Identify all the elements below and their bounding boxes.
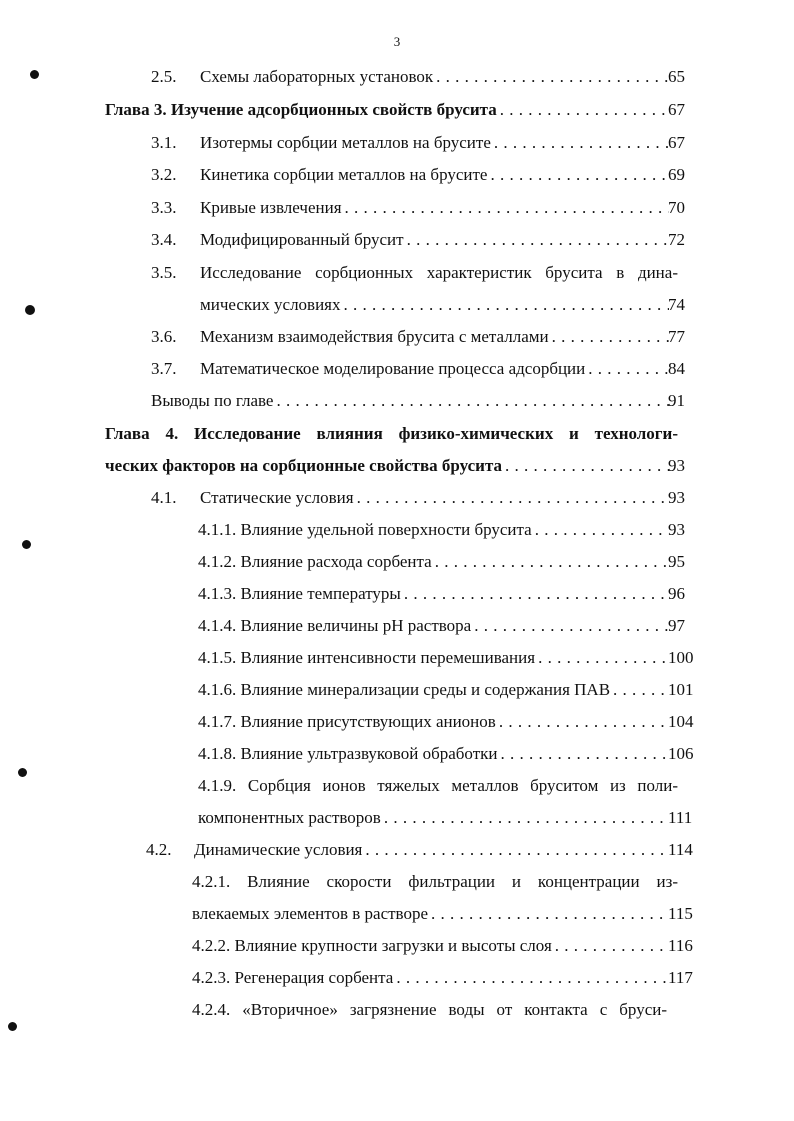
toc-title-line-2: влекаемых элементов в растворе (192, 904, 429, 923)
toc-title-line-2: мических условиях (200, 295, 341, 314)
toc-entry-4-2-1-line-1: 4.2.1. Влияние скорости фильтрации и концентрации из- (192, 872, 678, 891)
toc-entry-3-7 (151, 358, 669, 380)
toc-title-line-2: компонентных растворов (198, 808, 381, 827)
toc-page: 106 (668, 744, 694, 763)
toc-page: 67 (668, 100, 685, 119)
toc-entry-4-2-4-line-1: 4.2.4. «Вторичное» загрязнение воды от контакта с бруси- (192, 1000, 667, 1019)
toc-title: Кривые извлечения (200, 198, 342, 217)
dot-leader (500, 99, 669, 121)
dot-leader (396, 967, 669, 989)
toc-title: Глава 3. Изучение адсорбционных свойств брусита (105, 100, 497, 119)
toc-entry-4-1-4 (198, 615, 669, 637)
toc-title: Изотермы сорбции металлов на брусите (200, 133, 491, 152)
toc-page: 93 (668, 520, 685, 539)
toc-title: 4.1.3. Влияние температуры (198, 584, 401, 603)
toc-title: Динамические условия (194, 840, 363, 859)
toc-page: 104 (668, 712, 694, 731)
toc-entry-3-1 (151, 132, 669, 154)
toc-title: 4.2.2. Влияние крупности загрузки и высоты слоя (192, 936, 552, 955)
dot-leader (588, 358, 669, 380)
dot-leader (499, 711, 669, 733)
toc-title: Статические условия (200, 488, 354, 507)
toc-page: 65 (668, 67, 685, 86)
toc-number: 3.4. (151, 230, 177, 249)
toc-chapter-4-line-1: Глава 4. Исследование влияния физико-химических и технологи- (105, 424, 678, 443)
toc-entry-4-1-9 (198, 807, 669, 829)
toc-page: 93 (668, 456, 685, 475)
dot-leader (505, 455, 669, 477)
toc-page: 96 (668, 584, 685, 603)
toc-title: 4.1.5. Влияние интенсивности перемешивания (198, 648, 536, 667)
toc-entry-3-4 (151, 229, 669, 251)
toc-entry-4-1-8 (198, 743, 669, 765)
dot-leader (538, 647, 669, 669)
toc-entry-4-1-1 (198, 519, 669, 541)
toc-entry-3-5 (151, 262, 200, 284)
dot-leader (500, 743, 669, 765)
toc-title: Математическое моделирование процесса адсорбции (200, 359, 586, 378)
dot-leader (276, 390, 669, 412)
toc-page: 84 (668, 359, 685, 378)
toc-page: 70 (668, 198, 685, 217)
toc-page: 97 (668, 616, 685, 635)
toc-page: 77 (668, 327, 685, 346)
toc-entry-4-1-2 (198, 551, 669, 573)
toc-title: 4.1.8. Влияние ультразвуковой обработки (198, 744, 498, 763)
dot-leader (344, 294, 670, 316)
toc-chapter-3 (105, 99, 669, 121)
toc-number: 3.6. (151, 327, 177, 346)
punch-hole-4 (18, 768, 27, 777)
dot-leader (357, 487, 669, 509)
punch-hole-3 (22, 540, 31, 549)
toc-page: 74 (668, 295, 685, 314)
toc-page: 116 (668, 936, 693, 955)
toc-entry-4-2 (146, 839, 669, 861)
toc-number: 3.1. (151, 133, 177, 152)
toc-page: 115 (668, 904, 693, 923)
toc-page: 101 (668, 680, 694, 699)
toc-title: Выводы по главе (151, 391, 274, 410)
punch-hole-2 (25, 305, 35, 315)
toc-page: 95 (668, 552, 685, 571)
toc-number: 2.5. (151, 67, 177, 86)
toc-number: 4.2. (146, 840, 172, 859)
dot-leader (555, 935, 669, 957)
toc-entry-3-5-cont (200, 294, 669, 316)
toc-title: Схемы лабораторных установок (200, 67, 434, 86)
dot-leader (552, 326, 669, 348)
dot-leader (613, 679, 669, 701)
toc-title: 4.2.3. Регенерация сорбента (192, 968, 394, 987)
dot-leader (345, 197, 669, 219)
toc-page: 100 (668, 648, 694, 667)
toc-page: 117 (668, 968, 693, 987)
toc-title: 4.1.1. Влияние удельной поверхности брусита (198, 520, 532, 539)
dot-leader (431, 903, 669, 925)
page-number: 3 (393, 34, 401, 49)
dot-leader (490, 164, 669, 186)
toc-title: 4.1.7. Влияние присутствующих анионов (198, 712, 496, 731)
dot-leader (404, 583, 669, 605)
toc-title: Механизм взаимодействия брусита с металлами (200, 327, 549, 346)
toc-title: Модифицированный брусит (200, 230, 404, 249)
toc-title-line-1: Исследование сорбционных характеристик брусита в дина- (200, 263, 678, 282)
toc-entry-4-2-3 (192, 967, 669, 989)
toc-number: 4.1. (151, 488, 177, 507)
toc-entry-3-6 (151, 326, 669, 348)
toc-number: 3.5. (151, 263, 177, 282)
toc-title: Кинетика сорбции металлов на брусите (200, 165, 488, 184)
toc-title: 4.1.6. Влияние минерализации среды и содержания ПАВ (198, 680, 611, 699)
toc-number: 3.2. (151, 165, 177, 184)
punch-hole-5 (8, 1022, 17, 1031)
toc-title: 4.1.2. Влияние расхода сорбента (198, 552, 432, 571)
toc-number: 3.3. (151, 198, 177, 217)
dot-leader (365, 839, 669, 861)
toc-entry-3-3 (151, 197, 669, 219)
dot-leader (535, 519, 669, 541)
dot-leader (407, 229, 669, 251)
toc-title: 4.1.4. Влияние величины pH раствора (198, 616, 472, 635)
toc-entry-3-2 (151, 164, 669, 186)
toc-entry-4-1 (151, 487, 669, 509)
toc-title-line-2: ческих факторов на сорбционные свойства брусита (105, 456, 503, 475)
toc-entry-4-1-7 (198, 711, 669, 733)
toc-page: 67 (668, 133, 685, 152)
toc-entry-4-2-2 (192, 935, 669, 957)
toc-entry-4-2-1 (192, 903, 669, 925)
toc-entry-2-5 (151, 66, 669, 88)
toc-chapter-4 (105, 455, 669, 477)
dot-leader (494, 132, 669, 154)
toc-page: 93 (668, 488, 685, 507)
toc-entry-4-1-5 (198, 647, 669, 669)
toc-entry-4-1-9-line-1: 4.1.9. Сорбция ионов тяжелых металлов бруситом из поли- (198, 776, 678, 795)
toc-page: 111 (668, 808, 693, 827)
dot-leader (435, 551, 669, 573)
dot-leader (436, 66, 669, 88)
toc-entry-4-1-6 (198, 679, 669, 701)
punch-hole-1 (30, 70, 39, 79)
toc-page: 91 (668, 391, 685, 410)
dot-leader (384, 807, 669, 829)
dot-leader (474, 615, 669, 637)
toc-entry-4-1-3 (198, 583, 669, 605)
toc-page: 69 (668, 165, 685, 184)
toc-page: 114 (668, 840, 693, 859)
toc-number: 3.7. (151, 359, 177, 378)
toc-conclusions-3 (151, 390, 669, 412)
toc-page: 72 (668, 230, 685, 249)
